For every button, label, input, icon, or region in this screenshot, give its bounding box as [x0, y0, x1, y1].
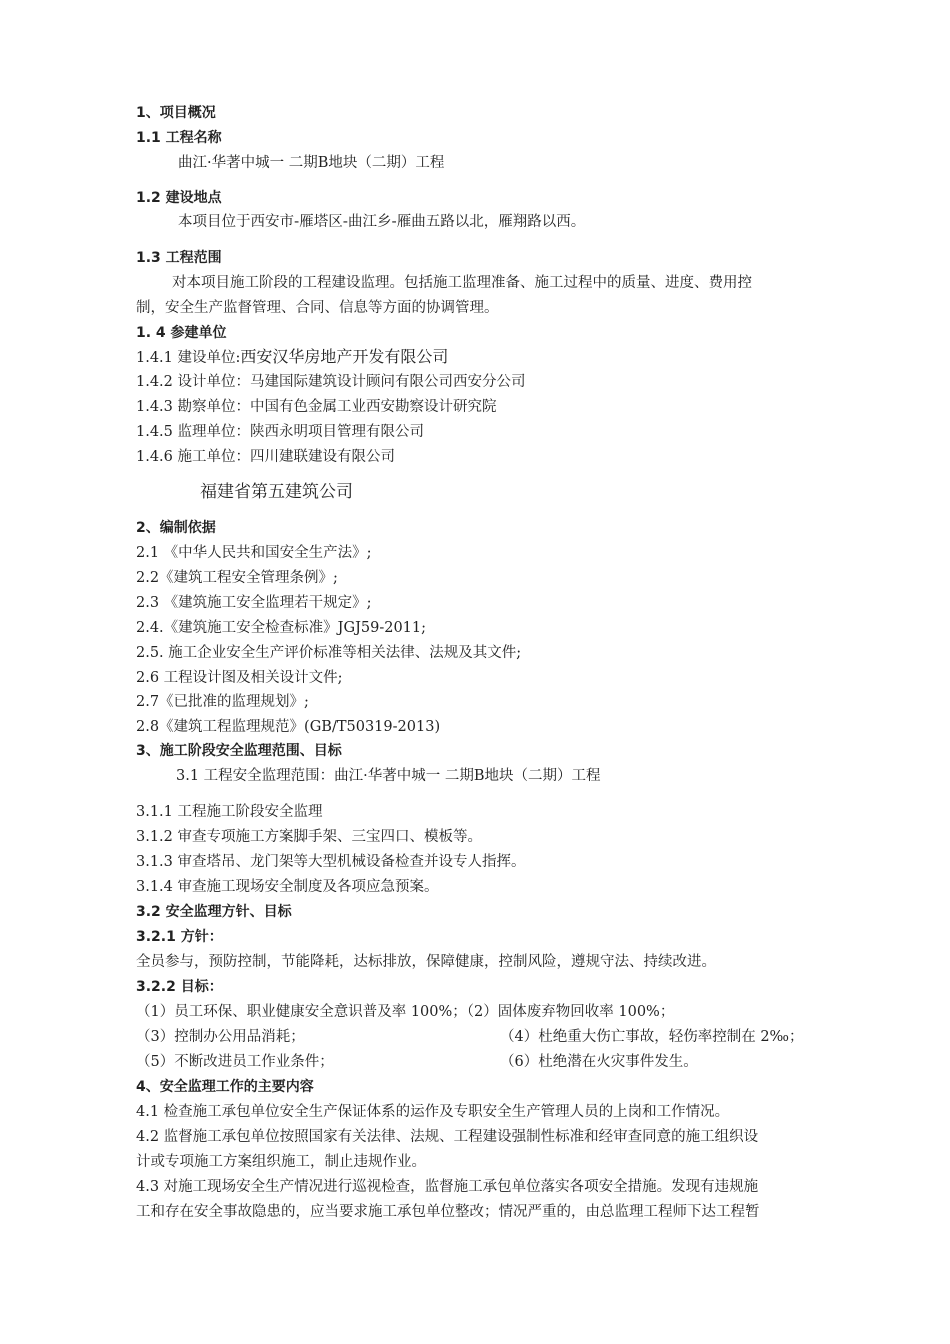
heading-1-2: 1.2 建设地点	[136, 190, 222, 206]
range-3-1-2: 3.1.2 审查专项施工方案脚手架、三宝四口、模板等。	[136, 829, 483, 845]
unit-contractor: 1.4.6 施工单位：四川建联建设有限公司	[136, 449, 396, 465]
basis-item-7: 2.7《已批准的监理规划》;	[136, 694, 309, 710]
goal-1-2: （1）员工环保、职业健康安全意识普及率 100%；（2）固体废弃物回收率 100%；	[136, 1004, 675, 1020]
section-2-title: 2、编制依据	[136, 520, 216, 536]
unit-supervisor: 1.4.5 监理单位：陕西永明项目管理有限公司	[136, 424, 425, 440]
scope-line-2: 制，安全生产监督管理、合同、信息等方面的协调管理。	[136, 300, 499, 316]
project-name: 曲江·华著中城一 二期B地块（二期）工程	[178, 155, 445, 171]
heading-1-4: 1. 4 参建单位	[136, 325, 227, 341]
scope-line-1: 对本项目施工阶段的工程建设监理。包括施工监理准备、施工过程中的质量、进度、费用控	[172, 275, 752, 291]
section-1-title: 1、项目概况	[136, 105, 216, 121]
heading-1-3: 1.3 工程范围	[136, 250, 222, 266]
goal-5: （5）不断改进员工作业条件；	[136, 1054, 334, 1070]
content-4-3-line-1: 4.3 对施工现场安全生产情况进行巡视检查，监督施工承包单位落实各项安全措施。发现有违规施	[136, 1179, 759, 1195]
range-3-1-3: 3.1.3 审查塔吊、龙门架等大型机械设备检查并设专人指挥。	[136, 854, 526, 870]
unit-owner	[136, 347, 448, 368]
goal-4: （4）杜绝重大伤亡事故，轻伤率控制在 2‰；	[500, 1029, 804, 1045]
content-4-2-line-2: 计或专项施工方案组织施工，制止违规作业。	[136, 1154, 426, 1170]
basis-item-1: 2.1 《中华人民共和国安全生产法》;	[136, 545, 372, 561]
unit-owner-value: 西安汉华房地产开发有限公司	[240, 347, 449, 366]
goal-3: （3）控制办公用品消耗；	[136, 1029, 305, 1045]
unit-contractor-2: 福建省第五建筑公司	[200, 482, 353, 502]
basis-item-5: 2.5. 施工企业安全生产评价标准等相关法律、法规及其文件;	[136, 645, 522, 661]
heading-1-1: 1.1 工程名称	[136, 130, 222, 146]
content-4-3-line-2: 工和存在安全事故隐患的，应当要求施工承包单位整改；情况严重的，由总监理工程师下达工程暂	[136, 1204, 760, 1220]
unit-designer: 1.4.2 设计单位：马建国际建筑设计顾问有限公司西安分公司	[136, 374, 526, 390]
range-3-1-1: 3.1.1 工程施工阶段安全监理	[136, 804, 323, 820]
basis-item-3: 2.3 《建筑施工安全监理若干规定》;	[136, 595, 372, 611]
heading-3-2-2: 3.2.2 目标：	[136, 979, 223, 995]
heading-3-2: 3.2 安全监理方针、目标	[136, 904, 292, 920]
content-4-2-line-1: 4.2 监督施工承包单位按照国家有关法律、法规、工程建设强制性标准和经审查同意的施工组织设	[136, 1129, 759, 1145]
content-4-1: 4.1 检查施工承包单位安全生产保证体系的运作及专职安全生产管理人员的上岗和工作情况。	[136, 1104, 730, 1120]
unit-owner-label: 1.4.1 建设单位:	[136, 350, 241, 366]
range-3-1-4: 3.1.4 审查施工现场安全制度及各项应急预案。	[136, 879, 439, 895]
basis-item-4: 2.4.《建筑施工安全检查标准》JGJ59-2011;	[136, 620, 427, 636]
range-3-1: 3.1 工程安全监理范围：曲江·华著中城一 二期B地块（二期）工程	[176, 768, 601, 784]
project-location: 本项目位于西安市-雁塔区-曲江乡-雁曲五路以北，雁翔路以西。	[178, 214, 586, 230]
basis-item-2: 2.2《建筑工程安全管理条例》;	[136, 570, 338, 586]
section-4-title: 4、安全监理工作的主要内容	[136, 1079, 314, 1095]
unit-surveyor: 1.4.3 勘察单位：中国有色金属工业西安勘察设计研究院	[136, 399, 497, 415]
basis-item-6: 2.6 工程设计图及相关设计文件;	[136, 670, 343, 686]
policy-text: 全员参与，预防控制，节能降耗，达标排放，保障健康，控制风险，遵规守法、持续改进。	[136, 954, 716, 970]
basis-item-8: 2.8《建筑工程监理规范》(GB/T50319-2013)	[136, 719, 441, 735]
heading-3-2-1: 3.2.1 方针：	[136, 929, 223, 945]
section-3-title: 3、施工阶段安全监理范围、目标	[136, 743, 342, 759]
goal-6: （6）杜绝潜在火灾事件发生。	[500, 1054, 698, 1070]
